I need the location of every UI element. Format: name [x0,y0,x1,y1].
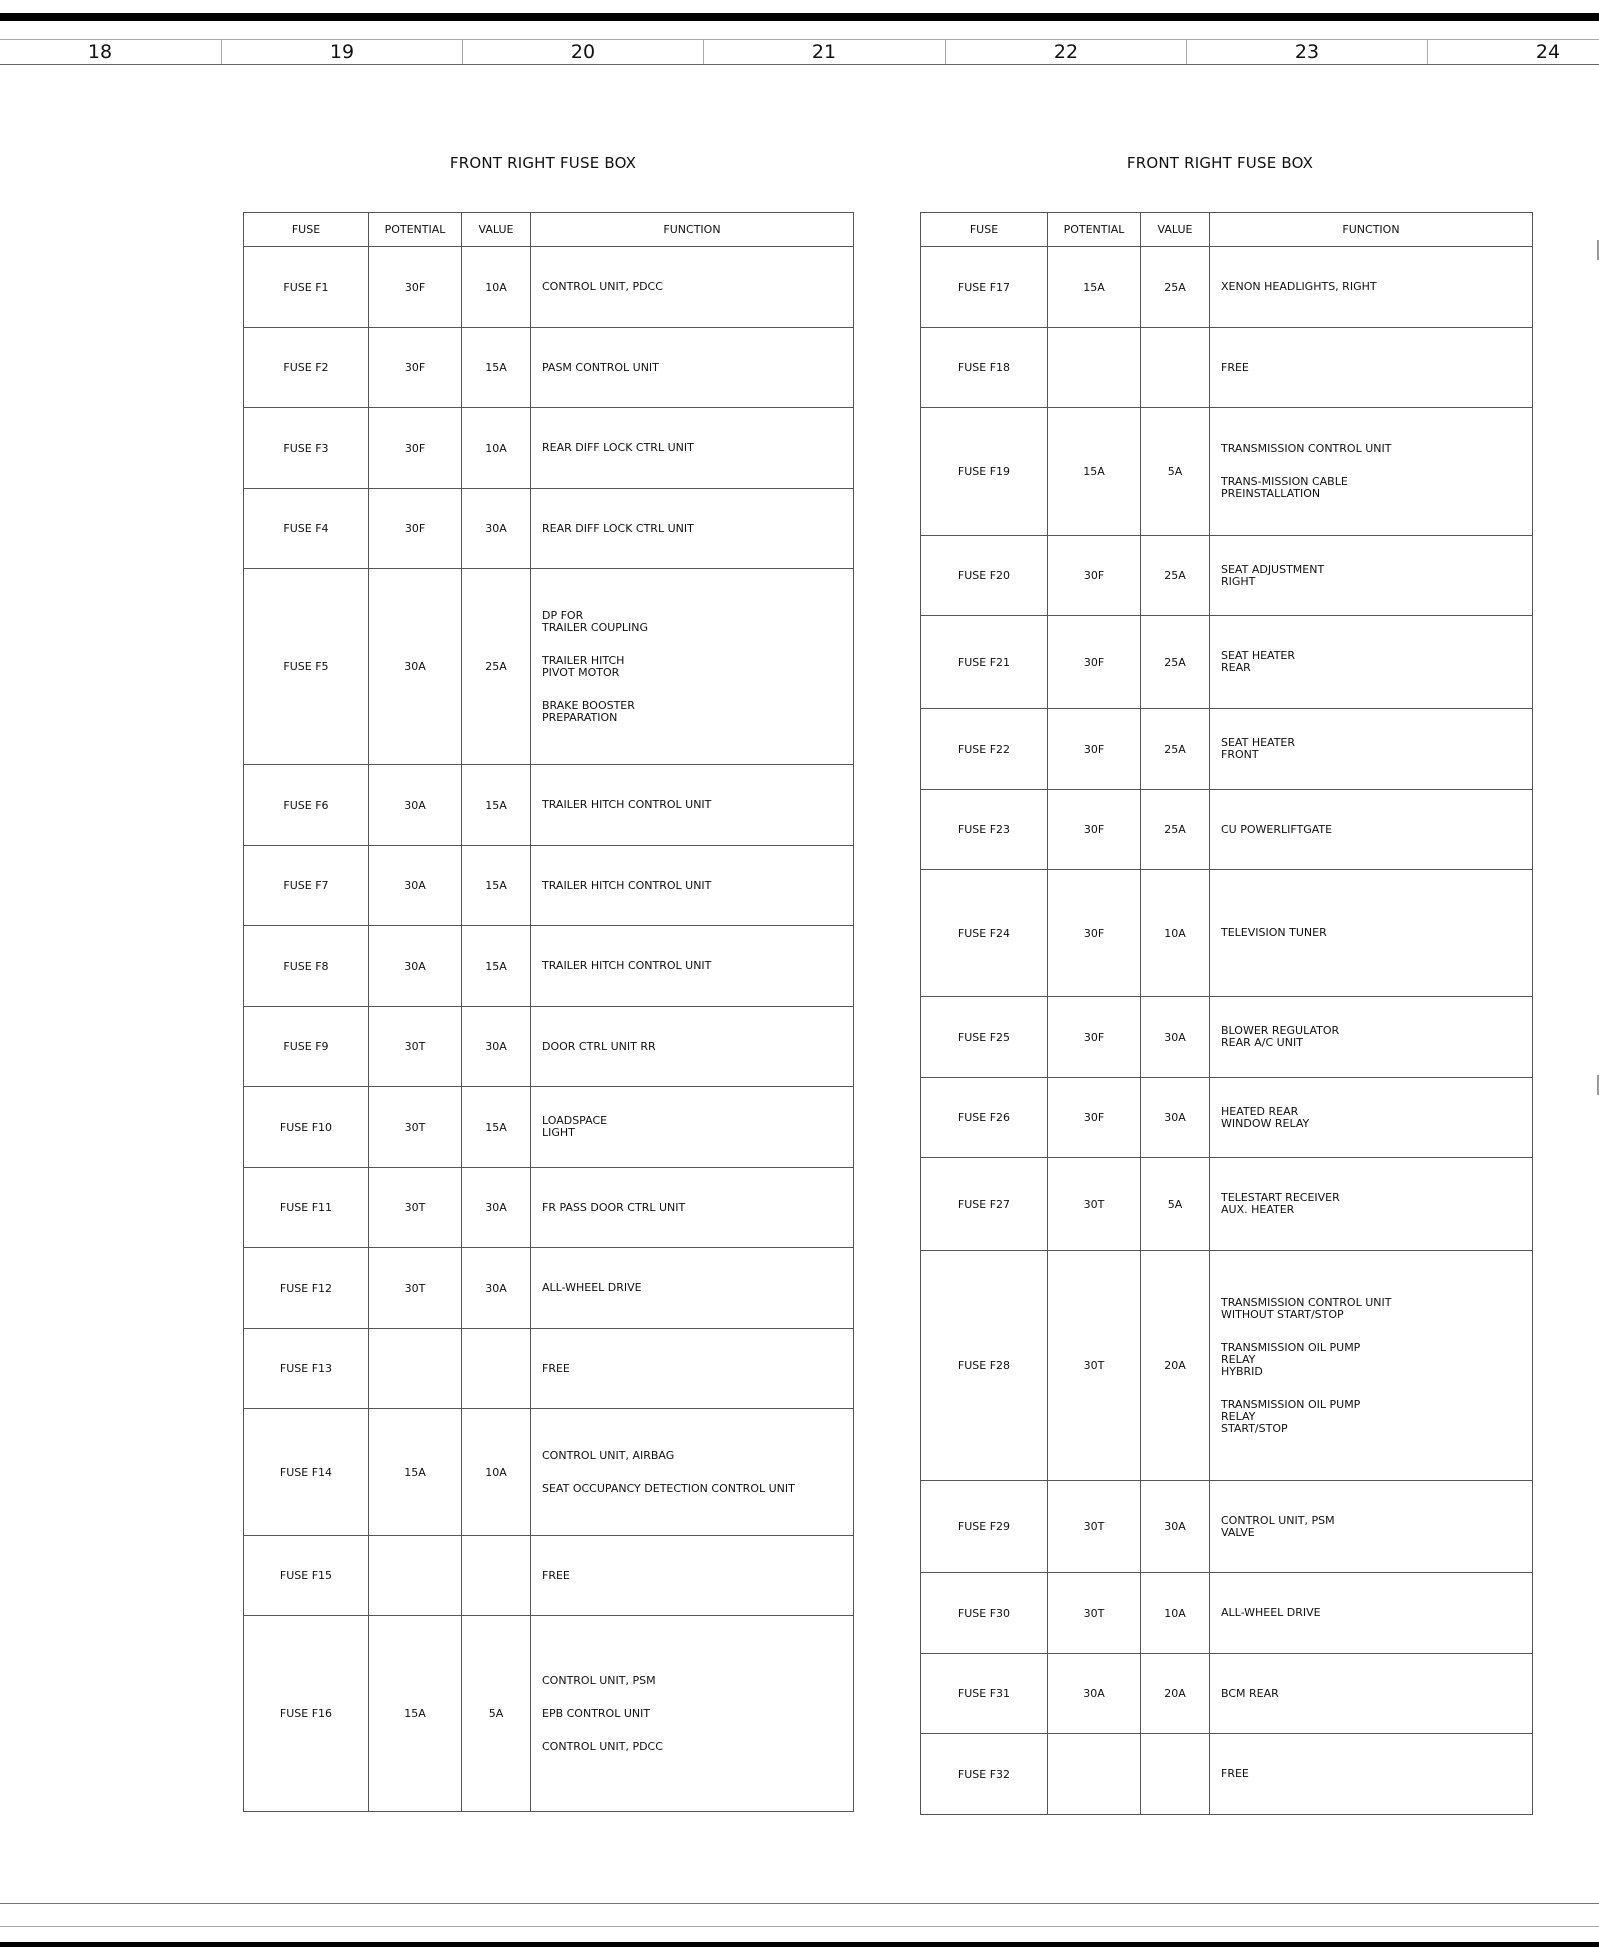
function-cell [1210,247,1533,328]
potential-cell: 30T [1048,1251,1141,1481]
fuse-row [921,709,1533,790]
potential-cell: 30F [1048,616,1141,709]
function-text: DP FOR TRAILER COUPLING [542,608,649,634]
fuse-id-cell: FUSE F16 [244,1616,369,1812]
potential-cell: 30A [369,569,462,765]
potential-cell: 30A [369,846,462,926]
fuse-id-cell: FUSE F32 [921,1734,1048,1815]
value-cell: 10A [462,247,531,328]
function-cell [1210,408,1533,536]
top-border-bar [0,13,1599,21]
fuse-id-cell: FUSE F12 [244,1248,369,1329]
function-cell [531,569,854,765]
ruler-label: 18 [87,41,113,63]
function-text: BCM REAR [1221,1686,1279,1700]
value-cell: 25A [1141,247,1210,328]
function-cell [1210,870,1533,997]
fuse-row [921,997,1533,1078]
fuse-id-cell: FUSE F18 [921,328,1048,408]
bottom-border-bar [0,1942,1599,1947]
fuse-row [921,408,1533,536]
ruler-label: 24 [1535,41,1561,63]
function-cell [531,247,854,328]
value-cell: 15A [462,1087,531,1168]
fuse-id-cell: FUSE F27 [921,1158,1048,1251]
potential-cell: 30T [369,1087,462,1168]
function-cell [1210,328,1533,408]
fuse-id-cell: FUSE F17 [921,247,1048,328]
function-text: FREE [1221,1767,1249,1780]
ruler-tick [703,40,704,64]
fuse-row [921,536,1533,616]
fuse-id-cell: FUSE F15 [244,1536,369,1616]
potential-cell: 30F [369,328,462,408]
potential-cell [1048,1734,1141,1815]
function-cell [1210,536,1533,616]
potential-cell: 30F [1048,870,1141,997]
value-cell: 20A [1141,1251,1210,1481]
potential-cell [369,1536,462,1616]
function-text: EPB CONTROL UNIT [542,1706,651,1720]
fuse-row [244,247,854,328]
fuse-row [921,790,1533,870]
fuse-row [244,1168,854,1248]
fuse-row [244,328,854,408]
function-text: CONTROL UNIT, PDCC [542,280,663,293]
ruler-label: 21 [811,41,837,63]
potential-cell: 30F [369,247,462,328]
potential-cell: 15A [1048,408,1141,536]
function-cell [531,489,854,569]
function-cell [531,1007,854,1087]
function-cell [531,1248,854,1329]
value-cell: 10A [1141,870,1210,997]
potential-cell: 30T [369,1168,462,1248]
value-cell: 15A [462,765,531,846]
function-text: CONTROL UNIT, PSM VALVE [1221,1513,1335,1539]
function-text: FREE [542,1568,570,1582]
function-text: PASM CONTROL UNIT [542,360,659,374]
function-cell [1210,997,1533,1078]
function-text: HEATED REAR WINDOW RELAY [1221,1104,1310,1130]
fuse-id-cell: FUSE F30 [921,1573,1048,1654]
potential-cell: 30T [1048,1481,1141,1573]
potential-cell: 30F [1048,790,1141,870]
fuse-row [244,926,854,1007]
value-cell [462,1536,531,1616]
function-cell [531,1087,854,1168]
col-header-potential: POTENTIAL [1048,213,1141,247]
function-cell [1210,790,1533,870]
potential-cell: 30T [1048,1573,1141,1654]
potential-cell: 30A [1048,1654,1141,1734]
function-text: ALL-WHEEL DRIVE [1221,1606,1321,1619]
fuse-id-cell: FUSE F29 [921,1481,1048,1573]
fuse-row [921,328,1533,408]
function-cell [1210,1481,1533,1573]
value-cell: 10A [462,408,531,489]
function-cell [531,846,854,926]
function-text: BLOWER REGULATOR REAR A/C UNIT [1221,1024,1340,1049]
fuse-id-cell: FUSE F28 [921,1251,1048,1481]
value-cell: 25A [1141,536,1210,616]
function-cell [1210,1251,1533,1481]
function-cell [531,1168,854,1248]
value-cell: 15A [462,926,531,1007]
fuse-id-cell: FUSE F6 [244,765,369,846]
col-header-fuse: FUSE [244,213,369,247]
fuse-row [921,247,1533,328]
fuse-row [921,1573,1533,1654]
fuse-row [921,616,1533,709]
function-text: TRANSMISSION CONTROL UNIT WITHOUT START/STOP [1221,1295,1392,1321]
potential-cell: 30A [369,765,462,846]
grid-ruler [0,39,1599,65]
fuse-row [244,1087,854,1168]
value-cell: 30A [462,1007,531,1087]
function-text: DOOR CTRL UNIT RR [542,1039,656,1053]
function-cell [1210,709,1533,790]
fuse-row [244,1536,854,1616]
right-panel-title: FRONT RIGHT FUSE BOX [1126,154,1314,172]
potential-cell [369,1329,462,1409]
col-header-function: FUNCTION [531,213,854,247]
fuse-row [244,1248,854,1329]
function-text: TRANS-MISSION CABLE PREINSTALLATION [1221,475,1348,500]
value-cell: 5A [462,1616,531,1812]
fuse-id-cell: FUSE F1 [244,247,369,328]
fuse-id-cell: FUSE F2 [244,328,369,408]
fuse-id-cell: FUSE F25 [921,997,1048,1078]
col-header-function: FUNCTION [1210,213,1533,247]
value-cell: 25A [1141,709,1210,790]
function-text: LOADSPACE LIGHT [542,1114,608,1139]
function-text: CONTROL UNIT, PDCC [542,1739,663,1753]
fuse-id-cell: FUSE F8 [244,926,369,1007]
function-text: TRANSMISSION OIL PUMP RELAY HYBRID [1221,1340,1361,1378]
potential-cell: 30T [369,1248,462,1329]
fuse-id-cell: FUSE F19 [921,408,1048,536]
fuse-id-cell: FUSE F14 [244,1409,369,1536]
potential-cell: 15A [369,1616,462,1812]
ruler-tick [462,40,463,64]
fuse-id-cell: FUSE F4 [244,489,369,569]
fuse-id-cell: FUSE F21 [921,616,1048,709]
function-text: TELESTART RECEIVER AUX. HEATER [1221,1191,1340,1216]
function-cell [531,1329,854,1409]
potential-cell: 30T [369,1007,462,1087]
value-cell [1141,328,1210,408]
potential-cell: 30F [369,408,462,489]
potential-cell: 30F [369,489,462,569]
fuse-row [921,870,1533,997]
ruler-tick [221,40,222,64]
value-cell: 15A [462,846,531,926]
fuse-row [244,1409,854,1536]
fuse-id-cell: FUSE F11 [244,1168,369,1248]
ruler-tick [945,40,946,64]
function-text: SEAT HEATER FRONT [1221,736,1296,761]
fuse-row [244,1616,854,1812]
potential-cell: 30F [1048,997,1141,1078]
value-cell: 25A [1141,616,1210,709]
bottom-rule [0,1903,1599,1904]
fuse-id-cell: FUSE F3 [244,408,369,489]
potential-cell [1048,328,1141,408]
fuse-row [244,846,854,926]
bottom-rule [0,1926,1599,1927]
function-text: SEAT HEATER REAR [1221,649,1296,674]
function-text: ALL-WHEEL DRIVE [542,1281,642,1294]
function-cell [531,1409,854,1536]
fuse-id-cell: FUSE F22 [921,709,1048,790]
value-cell: 30A [462,1248,531,1329]
value-cell: 10A [1141,1573,1210,1654]
ruler-label: 22 [1053,41,1079,63]
value-cell: 30A [1141,1078,1210,1158]
value-cell: 10A [462,1409,531,1536]
col-header-value: VALUE [1141,213,1210,247]
potential-cell: 30A [369,926,462,1007]
value-cell: 20A [1141,1654,1210,1734]
fuse-id-cell: FUSE F24 [921,870,1048,997]
potential-cell: 30F [1048,709,1141,790]
function-cell [531,1536,854,1616]
function-cell [531,926,854,1007]
col-header-value: VALUE [462,213,531,247]
fuse-row [244,569,854,765]
right-fuse-table [920,212,1533,1815]
function-cell [531,765,854,846]
fuse-id-cell: FUSE F10 [244,1087,369,1168]
col-header-fuse: FUSE [921,213,1048,247]
function-text: TRAILER HITCH PIVOT MOTOR [542,653,625,679]
value-cell [462,1329,531,1409]
function-text: BRAKE BOOSTER PREPARATION [542,698,635,724]
function-text: REAR DIFF LOCK CTRL UNIT [542,521,694,535]
fuse-row [244,408,854,489]
value-cell: 30A [1141,1481,1210,1573]
function-text: TRANSMISSION CONTROL UNIT [1221,442,1392,455]
fuse-id-cell: FUSE F23 [921,790,1048,870]
function-cell [531,408,854,489]
fuse-id-cell: FUSE F9 [244,1007,369,1087]
fuse-row [921,1481,1533,1573]
fuse-row [921,1734,1533,1815]
function-text: TRAILER HITCH CONTROL UNIT [542,959,712,972]
function-cell [1210,1654,1533,1734]
potential-cell: 15A [1048,247,1141,328]
value-cell: 25A [1141,790,1210,870]
fuse-id-cell: FUSE F20 [921,536,1048,616]
ruler-label: 23 [1294,41,1320,63]
function-cell [1210,1734,1533,1815]
col-header-potential: POTENTIAL [369,213,462,247]
potential-cell: 30T [1048,1158,1141,1251]
function-text: TELEVISION TUNER [1221,926,1327,939]
potential-cell: 30F [1048,1078,1141,1158]
left-panel-title: FRONT RIGHT FUSE BOX [449,154,637,172]
fuse-row [921,1078,1533,1158]
function-text: TRANSMISSION OIL PUMP RELAY START/STOP [1221,1397,1361,1435]
function-text: FREE [1221,360,1249,374]
ruler-label: 19 [329,41,355,63]
fuse-row [244,1007,854,1087]
value-cell: 30A [1141,997,1210,1078]
function-cell [1210,1158,1533,1251]
fuse-row [244,489,854,569]
fuse-row [244,765,854,846]
fuse-id-cell: FUSE F13 [244,1329,369,1409]
function-text: SEAT OCCUPANCY DETECTION CONTROL UNIT [542,1481,795,1495]
ruler-label: 20 [570,41,596,63]
function-text: FR PASS DOOR CTRL UNIT [542,1200,686,1214]
function-text: TRAILER HITCH CONTROL UNIT [542,798,712,811]
potential-cell: 15A [369,1409,462,1536]
function-text: XENON HEADLIGHTS, RIGHT [1221,280,1377,293]
value-cell: 25A [462,569,531,765]
fuse-row [244,1329,854,1409]
function-cell [531,328,854,408]
potential-cell: 30F [1048,536,1141,616]
function-cell [1210,1078,1533,1158]
left-fuse-table [243,212,854,1812]
function-text: FREE [542,1361,570,1375]
value-cell: 30A [462,1168,531,1248]
function-text: CU POWERLIFTGATE [1221,822,1333,836]
fuse-id-cell: FUSE F26 [921,1078,1048,1158]
function-cell [1210,1573,1533,1654]
function-text: SEAT ADJUSTMENT RIGHT [1221,562,1325,588]
ruler-tick [1427,40,1428,64]
fuse-row [921,1654,1533,1734]
function-text: TRAILER HITCH CONTROL UNIT [542,878,712,892]
function-text: CONTROL UNIT, AIRBAG [542,1448,675,1462]
fuse-row [921,1158,1533,1251]
fuse-id-cell: FUSE F31 [921,1654,1048,1734]
ruler-tick [1186,40,1187,64]
value-cell: 30A [462,489,531,569]
value-cell: 5A [1141,408,1210,536]
function-text: CONTROL UNIT, PSM [542,1673,656,1687]
value-cell [1141,1734,1210,1815]
function-cell [531,1616,854,1812]
fuse-row [921,1251,1533,1481]
fuse-id-cell: FUSE F7 [244,846,369,926]
function-cell [1210,616,1533,709]
function-text: REAR DIFF LOCK CTRL UNIT [542,441,694,454]
value-cell: 15A [462,328,531,408]
fuse-id-cell: FUSE F5 [244,569,369,765]
value-cell: 5A [1141,1158,1210,1251]
